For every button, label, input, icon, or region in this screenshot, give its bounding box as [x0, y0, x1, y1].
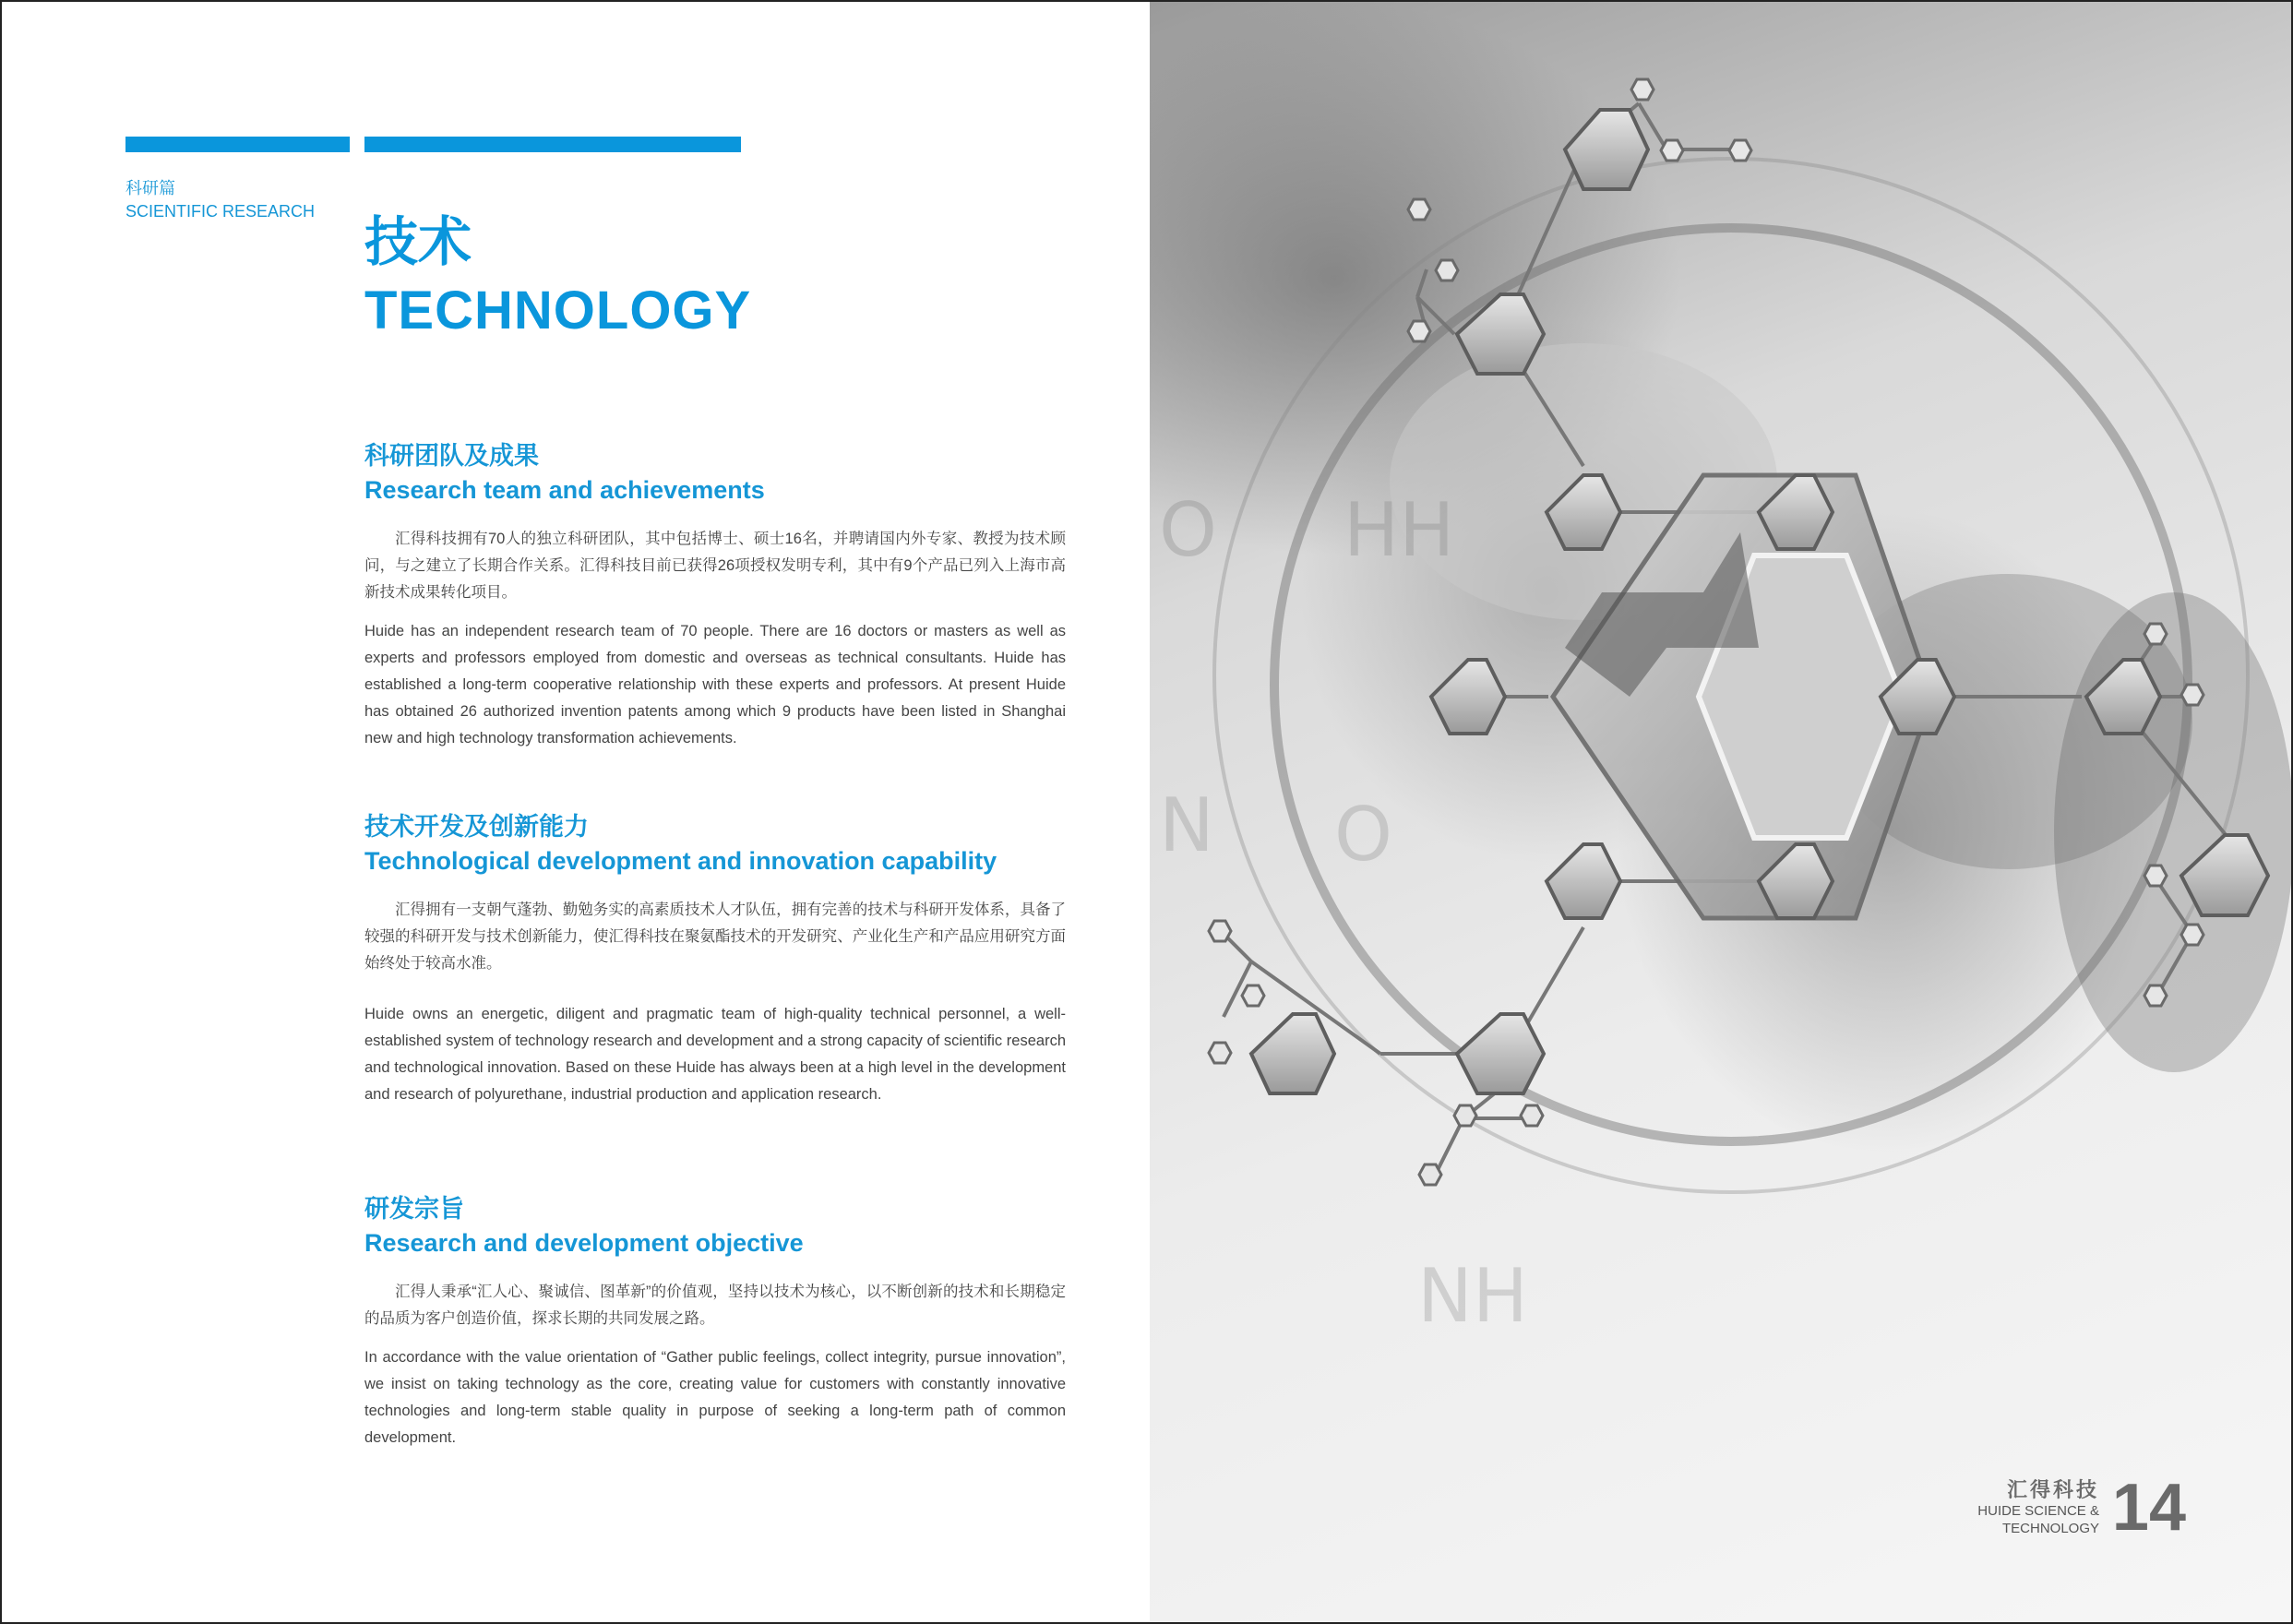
- svg-text:O: O: [1334, 792, 1392, 878]
- section-tag-en: SCIENTIFIC RESEARCH: [125, 202, 316, 221]
- section-body-cn: 汇得拥有一支朝气蓬勃、勤勉务实的高素质技术人才队伍，拥有完善的技术与科研开发体系，具备了较强的科研开发与技术创新能力，使汇得科技在聚氨酯技术的开发研究、产业化生产和产品应用研究方面始终处于较高水准。: [364, 902, 1066, 972]
- section-tag: [125, 177, 315, 223]
- svg-text:HH: HH: [1344, 487, 1455, 573]
- section-heading-en: Research and development objective: [364, 1229, 804, 1257]
- svg-text:O: O: [1159, 487, 1217, 573]
- section-heading-cn: 技术开发及创新能力: [364, 813, 589, 841]
- section-body-en: Huide owns an energetic, diligent and pragmatic team of high-quality technical personnel, a well-established system of technology research and development and a strong capacity of scientific research and technological innovation. Based on these Huide has always been at a high level in the development and research of polyurethane, industrial production and application research.: [364, 1006, 1066, 1103]
- section-technological-development: [364, 810, 1066, 1108]
- section-heading-cn: 研发宗旨: [364, 1195, 464, 1223]
- section-rd-objective: [364, 1192, 1066, 1451]
- page-title-en: TECHNOLOGY: [364, 281, 752, 340]
- brand-name-cn: 汇得科技: [2006, 1478, 2099, 1501]
- molecule-hexagon-icon: [1150, 2, 2291, 1622]
- section-body-cn: 汇得人秉承“汇人心、聚诚信、图革新”的价值观，坚持以技术为核心，以不断创新的技术和长期稳定的品质为客户创造价值，探求长期的共同发展之路。: [364, 1284, 1066, 1327]
- section-research-team: [364, 439, 1066, 752]
- brand-name-en-line2: TECHNOLOGY: [2001, 1521, 2099, 1536]
- accent-bar-long: [364, 137, 741, 152]
- svg-text:N: N: [1159, 782, 1214, 868]
- svg-text:NH: NH: [1417, 1253, 1528, 1339]
- section-heading-en: Research team and achievements: [364, 476, 765, 504]
- page-number: 14: [2111, 1471, 2186, 1545]
- page-title-cn: 技术: [364, 212, 472, 272]
- section-body-cn: 汇得科技拥有70人的独立科研团队，其中包括博士、硕士16名，并聘请国内外专家、教授为技术顾问，与之建立了长期合作关系。汇得科技目前已获得26项授权发明专利，其中有9个产品已列入上海市高新技术成果转化项目。: [364, 531, 1066, 601]
- section-tag-cn: 科研篇: [125, 179, 175, 197]
- text-panel: [2, 2, 1150, 1622]
- section-heading-en: Technological development and innovation capability: [364, 847, 997, 875]
- section-body-en: Huide has an independent research team of 70 people. There are 16 doctors or masters as well as experts and professors employed from domestic and overseas as technical consultants. Huide has established a long-term cooperative relationship with these experts and professors. At present Huide has obtained 26 authorized invention patents among which 9 products have been listed in Shanghai new and high technology transformation achievements.: [364, 623, 1066, 746]
- section-heading-cn: 科研团队及成果: [364, 442, 539, 470]
- accent-bar-short: [125, 137, 350, 152]
- brand-name-en-line1: HUIDE SCIENCE &: [1977, 1503, 2099, 1519]
- section-body-en: In accordance with the value orientation of “Gather public feelings, collect integrity, pursue innovation”, we insist on taking technology as the core, creating value for customers with constantly innovative technologies and long-term stable quality in purpose of seeking a long-term path of common development.: [364, 1349, 1066, 1446]
- brand-logo: [1977, 1478, 2099, 1537]
- molecule-hexagon-hand-image: [1150, 2, 2291, 1622]
